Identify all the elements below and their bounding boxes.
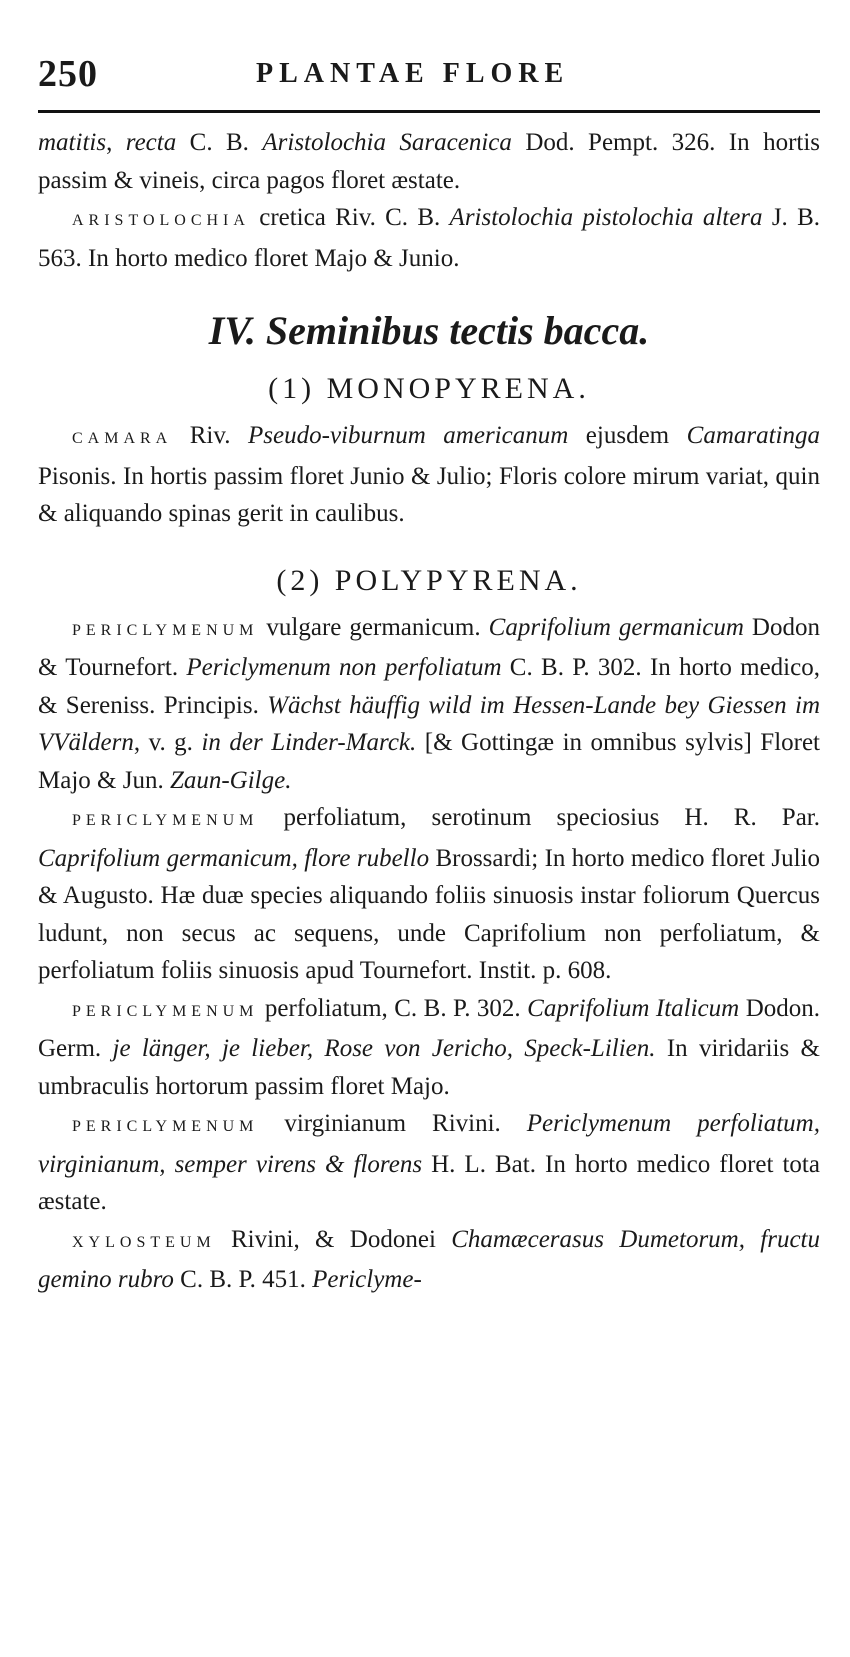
- text: Dodon. Germ.: [38, 994, 821, 1062]
- text: , v. g.: [133, 729, 202, 756]
- entry-aristolochia-saracenica-continued: [38, 124, 820, 199]
- text-italic: in der Linder-Marck.: [201, 729, 417, 756]
- text: J. B. 563. In horto medico floret Majo & Junio.: [38, 204, 821, 272]
- text: cretica Riv. C. B.: [249, 204, 450, 231]
- text: Dodon & Tournefort.: [38, 613, 820, 681]
- species-name: ARISTOLOCHIA: [72, 212, 250, 229]
- text: Riv.: [172, 422, 249, 449]
- text: virginianum Rivini.: [258, 1110, 527, 1137]
- text-italic: recta: [125, 129, 177, 156]
- entry-periclymenum-vulgare: [38, 609, 820, 800]
- text-italic: Caprifolium Italicum: [527, 994, 740, 1022]
- text-italic: matitis: [38, 129, 107, 156]
- text: Pisonis. In hortis passim floret Junio & Julio; Floris colore mirum variat, quin & aliquando spinas gerit in caulibus.: [38, 462, 820, 527]
- text: C. B. P. 302. In horto medico, & Sereniss. Principis.: [38, 654, 820, 719]
- entry-camara: [38, 417, 820, 533]
- running-head: [38, 52, 820, 106]
- section-heading: IV. Seminibus tectis bacca.: [208, 308, 650, 353]
- text: C. B.: [176, 129, 263, 156]
- text-italic: Periclymenum perfoliatum, virginianum, semper virens & florens: [38, 1110, 820, 1178]
- running-title: PLANTAE FLORE: [256, 58, 570, 89]
- text: perfoliatum, serotinum speciosius H. R. Par.: [258, 804, 820, 831]
- text: ejusdem: [568, 422, 687, 449]
- text: Rivini, & Dodonei: [215, 1225, 452, 1253]
- text: perfoliatum, C. B. P. 302.: [258, 994, 528, 1022]
- text: In viridariis & umbraculis hortorum passim floret Majo.: [38, 1035, 821, 1100]
- text: ,: [106, 129, 126, 156]
- text: Dod. Pempt. 326. In hortis passim & vineis, circa pagos floret æstate.: [38, 129, 821, 194]
- species-name: PERICLYMENUM: [72, 1002, 259, 1020]
- text-italic: je länger, je lieber, Rose von Jericho, Speck-Lilien.: [112, 1035, 656, 1062]
- subsection-heading-monopyrena: (1) MONOPYRENA.: [268, 372, 590, 405]
- species-name: XYLOSTEUM: [72, 1233, 216, 1251]
- text-italic: Caprifolium germanicum, flore rubello: [38, 844, 430, 872]
- text: vulgare germanicum.: [258, 613, 489, 641]
- species-name: PERICLYMENUM: [72, 812, 259, 829]
- entry-periclymenum-serotinum: [38, 799, 820, 990]
- page-number: 250: [38, 53, 98, 95]
- text-italic: Zaun-Gilge.: [169, 766, 292, 794]
- subsection-heading-polypyrena: (2) POLYPYRENA.: [276, 563, 582, 597]
- book-page: [38, 52, 821, 1293]
- entry-periclymenum-virginianum: [38, 1105, 820, 1221]
- text: Brossardi; In horto medico floret Julio & Augusto. Hæ duæ species aliquando foliis sinuosis instar foliorum Quercus ludunt, non secus ac sequens, unde Caprifolium non perfoliatum, & perfoliatum foliis sinuosis apud Tournefort. Instit. p. 608.: [38, 844, 820, 984]
- text-italic: Caprifolium germanicum: [488, 613, 744, 641]
- text-italic: Wächst häuffig wild im Hessen-Lande bey Giessen im VVäldern: [38, 691, 820, 756]
- entry-aristolochia-cretica: [38, 199, 820, 277]
- text: H. L. Bat. In horto medico floret tota æstate.: [38, 1150, 820, 1215]
- species-name: PERICLYMENUM: [72, 621, 259, 639]
- text-italic: Chamæcerasus Dumetorum, fructu gemino rubro: [38, 1225, 820, 1293]
- species-name: CAMARA: [72, 430, 173, 447]
- text-italic: Aristolochia Saracenica: [262, 129, 512, 156]
- entry-xylosteum: [38, 1221, 820, 1299]
- text: [& Gottingæ in omnibus sylvis] Floret Majo & Jun.: [38, 729, 821, 794]
- text-italic: Pseudo-viburnum americanum: [248, 422, 569, 449]
- text-italic: Periclymenum non perfoliatum: [186, 654, 502, 681]
- text-italic: Aristolochia pistolochia altera: [449, 204, 763, 231]
- text: C. B. P. 451.: [173, 1266, 313, 1293]
- species-name: PERICLYMENUM: [72, 1118, 259, 1135]
- page-body: [38, 124, 820, 1299]
- entry-periclymenum-perfoliatum: [38, 990, 820, 1106]
- text-italic: Camaratinga: [686, 422, 820, 449]
- header-rule: [38, 110, 820, 113]
- text-italic: Periclyme-: [312, 1266, 422, 1293]
